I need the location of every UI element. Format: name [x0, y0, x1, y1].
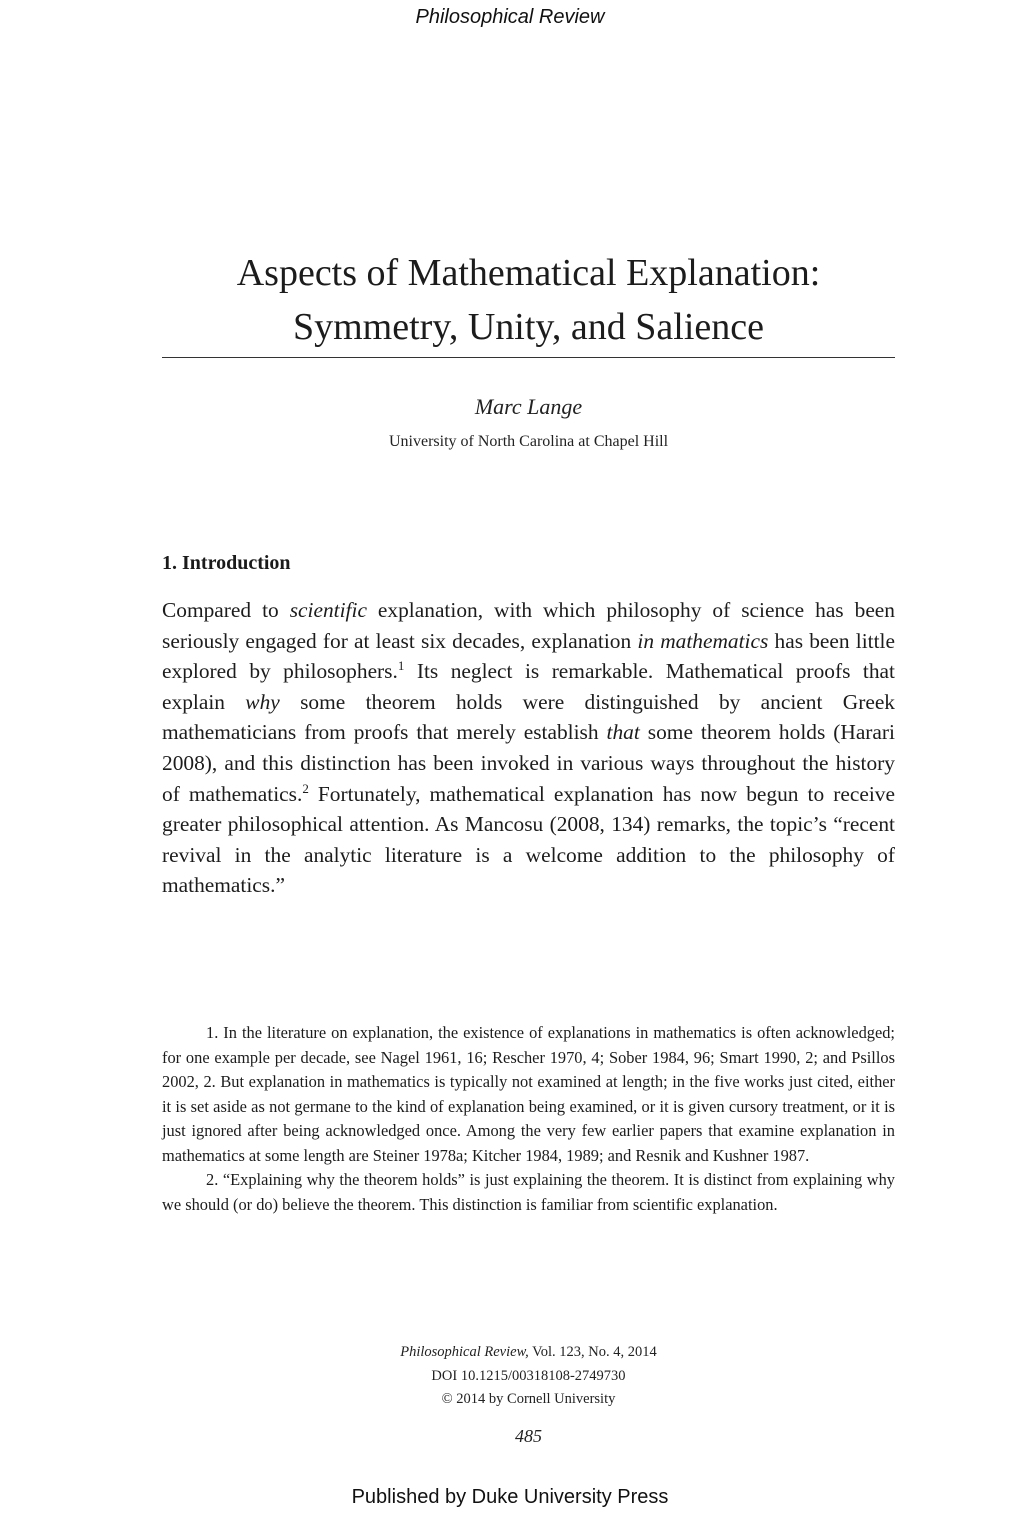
body-text-run: Its neglect is remarkable. Mathematical proofs that explain	[162, 659, 895, 714]
body-text-run: some theorem holds were distinguished by ancient Greek mathematicians from proofs that merely establish	[162, 689, 896, 745]
body-text-run: Fortunately, mathematical explanation has now begun to receive greater philosophical attention. As Mancosu (2008, 134) remarks, the topic’s “recent revival in the analytic literature is a welcome addition to the philosophy of mathematics.”	[162, 781, 895, 898]
footnote-reference-2[interactable]: 2	[302, 780, 309, 796]
journal-name: Philosophical Review,	[400, 1344, 529, 1360]
doi[interactable]: DOI 10.1215/00318108-2749730	[431, 1367, 626, 1384]
article-title-line-1: Aspects of Mathematical Explanation:	[236, 252, 821, 294]
author-name: Marc Lange	[474, 394, 583, 419]
running-header-journal: Philosophical Review	[415, 6, 605, 28]
emphasis-that: that	[606, 720, 640, 745]
copyright: © 2014 by Cornell University	[441, 1391, 616, 1407]
footnote-1: 1. In the literature on explanation, the existence of explanations in mathematics is often acknowledged; for one example per decade, see Nagel 1961, 16; Rescher 1970, 4; Sober 1984, 96; Smart 1990, 2; and Psillos 2002, 2. But explanation in mathematics is typically not examined at length; in the five works just cited, either it is set aside as not germane to the kind of explanation being examined, or it is given cursory treatment, or it is just ignored after being acknowledged once. Among the very few earlier papers that examine explanation in mathematics at some length are Steiner 1978a; Kitcher 1984, 1989; and Resnik and Kushner 1987.	[162, 1023, 895, 1165]
page-number: 485	[515, 1426, 542, 1446]
section-heading-introduction: 1. Introduction	[162, 552, 291, 574]
author-affiliation: University of North Carolina at Chapel Hill	[388, 433, 669, 450]
body-text-run: has been little explored by philosophers.	[162, 628, 895, 684]
footnote-reference-1[interactable]: 1	[397, 658, 405, 674]
article-title-line-2: Symmetry, Unity, and Salience	[292, 306, 765, 348]
title-divider	[162, 357, 895, 358]
emphasis-why: why	[245, 689, 280, 714]
emphasis-scientific: scientific	[289, 598, 367, 622]
journal-citation	[162, 1341, 895, 1365]
footnotes	[162, 1021, 895, 1217]
footnote-2: 2. “Explaining why the theorem holds” is just explaining the theorem. It is distinct from explaining why we should (or do) believe the theorem. This distinction is familiar from scientific explanation.	[162, 1170, 895, 1214]
emphasis-in-mathematics: in mathematics	[637, 628, 769, 653]
journal-volume: Vol. 123, No. 4, 2014	[528, 1344, 657, 1360]
article-title	[162, 246, 895, 354]
body-text-run: some theorem holds (Harari 2008), and this distinction has been invoked in various ways throughout the history of mathematics.	[162, 720, 895, 806]
footer-publisher: Published by Duke University Press	[351, 1486, 669, 1508]
introduction-paragraph	[162, 595, 895, 901]
publication-info	[162, 1341, 895, 1412]
body-text-run: Compared to	[162, 598, 290, 622]
body-text-run: explanation, with which philosophy of science has been seriously engaged for at least six decades, explanation	[162, 598, 895, 653]
